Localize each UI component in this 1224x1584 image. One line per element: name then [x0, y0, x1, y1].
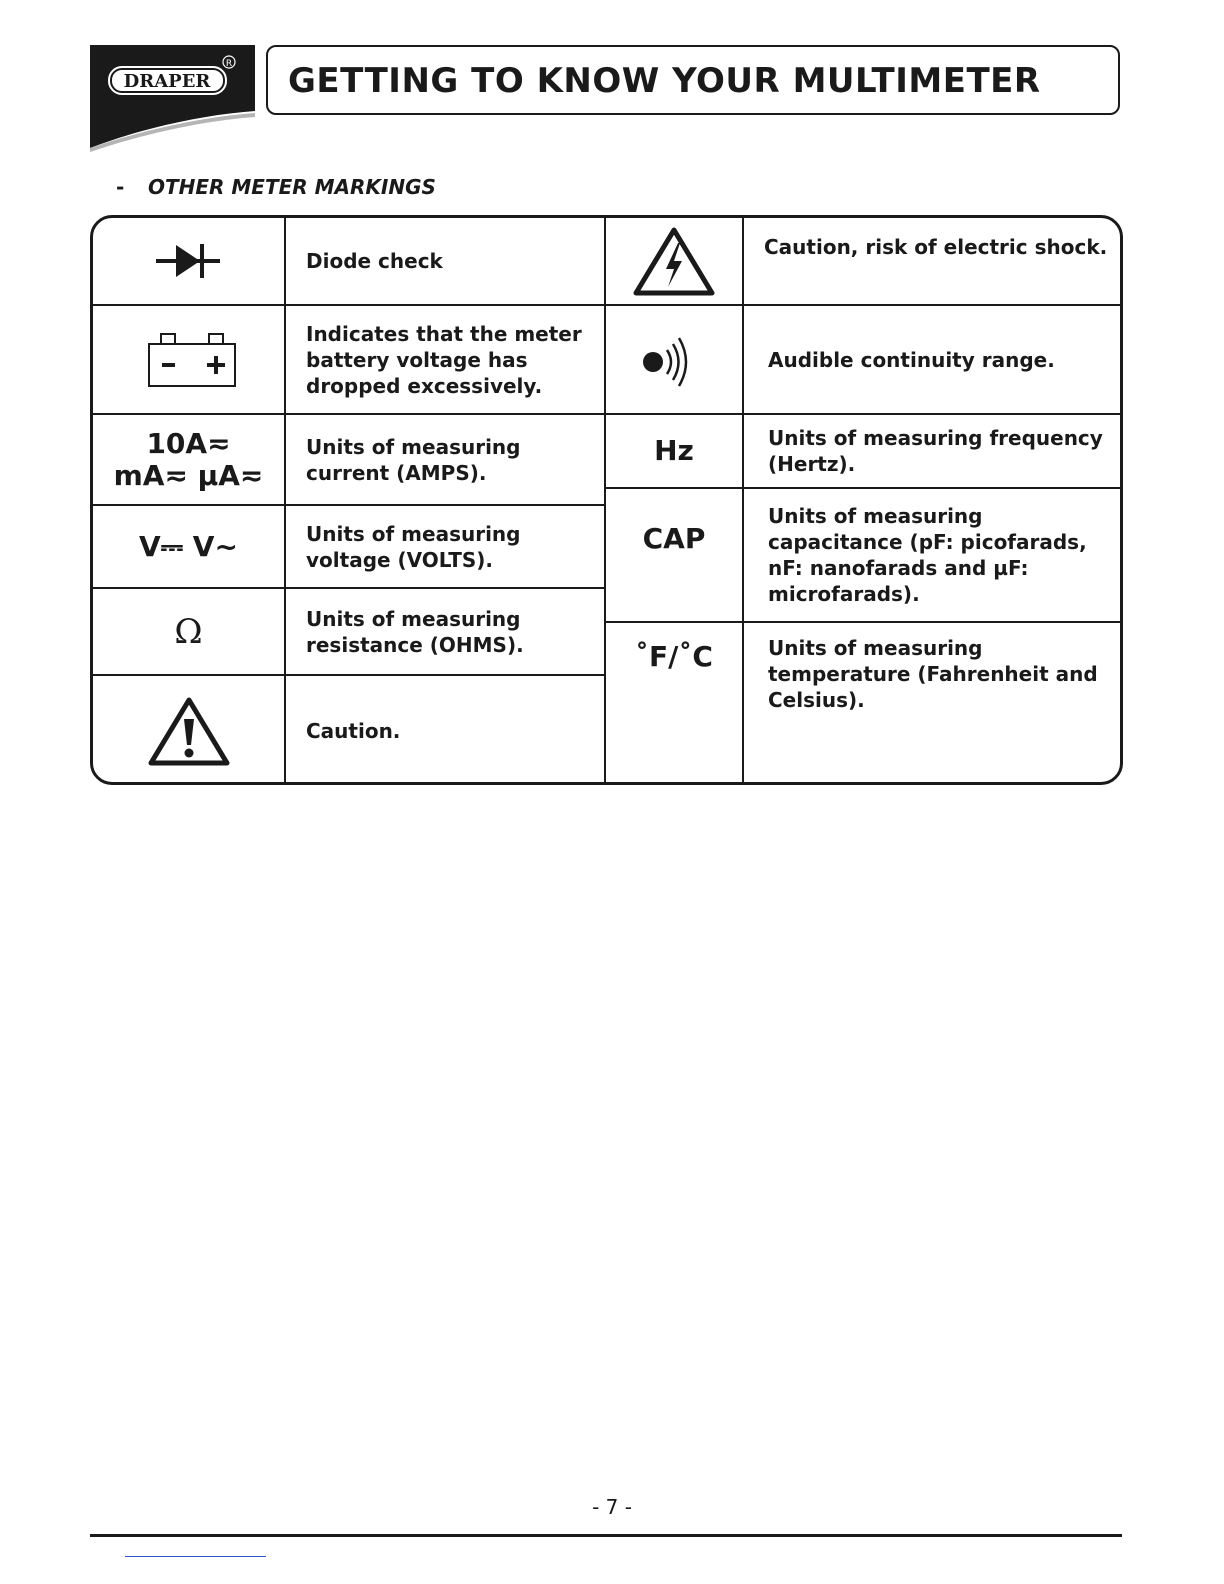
caution-icon — [147, 695, 231, 767]
page-title-box — [266, 45, 1120, 115]
svg-text:R: R — [225, 59, 233, 69]
ohm-symbol: Ω — [174, 611, 203, 652]
current-symbol-line-2: mA≂ µA≂ — [113, 458, 264, 492]
current-symbol-cell — [93, 415, 284, 504]
voltage-symbol-cell — [93, 506, 284, 587]
diode-icon — [154, 241, 224, 281]
shock-symbol-cell — [606, 218, 742, 304]
capacitance-description: Units of measuring capacitance (pF: picofarads, nF: nanofarads and µF: microfarads). — [768, 504, 1087, 606]
shock-description: Caution, risk of electric shock. — [764, 235, 1108, 259]
diode-description: Diode check — [306, 249, 443, 273]
hz-symbol: Hz — [654, 434, 694, 467]
current-description: Units of measuring current (AMPS). — [306, 434, 521, 485]
voltage-symbol: V⎓ V~ — [139, 529, 238, 563]
audible-continuity-icon — [639, 330, 709, 390]
resistance-description: Units of measuring resistance (OHMS). — [306, 606, 524, 657]
temperature-symbol-cell — [606, 623, 742, 785]
footer-link-underline — [125, 1556, 266, 1557]
cap-symbol: CAP — [642, 522, 706, 555]
section-title: OTHER METER MARKINGS — [148, 175, 436, 199]
section-heading — [116, 175, 436, 199]
section-bullet: - — [116, 175, 125, 199]
continuity-symbol-cell — [606, 306, 742, 413]
battery-symbol-cell — [93, 306, 284, 413]
frequency-symbol-cell — [606, 415, 742, 487]
voltage-description: Units of measuring voltage (VOLTS). — [306, 521, 521, 572]
brand-name: DRAPER — [123, 71, 211, 92]
frequency-description: Units of measuring frequency (Hertz). — [768, 426, 1103, 476]
temperature-symbol: ˚F/˚C — [635, 640, 713, 673]
resistance-symbol-cell — [93, 589, 284, 674]
electric-shock-icon — [632, 225, 716, 297]
caution-description: Caution. — [306, 718, 401, 743]
brand-logo — [90, 45, 255, 152]
temperature-description: Units of measuring temperature (Fahrenheit and Celsius). — [768, 636, 1098, 712]
caution-symbol-cell — [93, 676, 284, 785]
battery-description: Indicates that the meter battery voltage has dropped excessively. — [306, 321, 582, 398]
page-number: - 7 - — [592, 1495, 632, 1519]
current-symbol-line-1: 10A≂ — [146, 426, 231, 460]
markings-table — [90, 215, 1123, 785]
footer-divider — [90, 1534, 1122, 1537]
diode-symbol-cell — [93, 218, 284, 304]
battery-icon — [141, 330, 237, 390]
capacitance-symbol-cell — [606, 489, 742, 621]
continuity-description: Audible continuity range. — [768, 347, 1055, 372]
page-title: GETTING TO KNOW YOUR MULTIMETER — [288, 61, 1041, 101]
